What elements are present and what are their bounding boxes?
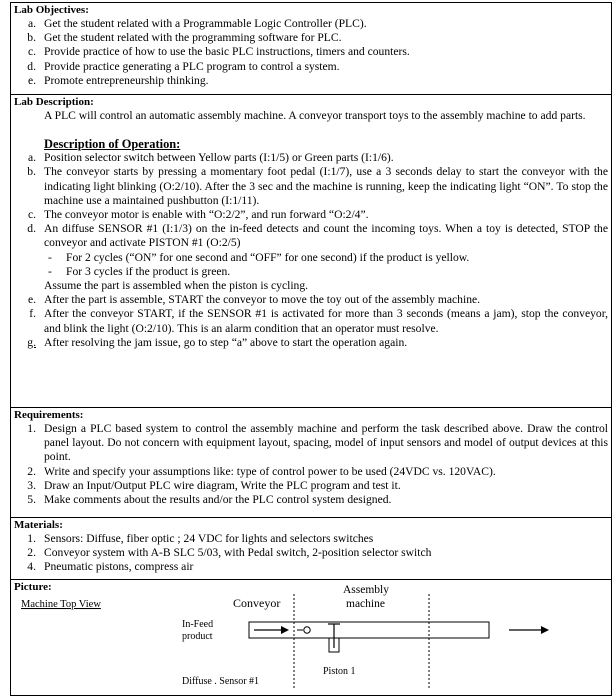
item-marker: b. <box>27 31 36 45</box>
sub-item <box>44 251 608 265</box>
operation-list <box>14 151 608 350</box>
machine-top-view-label: Machine Top View <box>21 599 101 610</box>
objective-item <box>14 31 608 45</box>
item-marker: a. <box>27 151 36 165</box>
lab-document <box>10 2 612 696</box>
operation-item <box>14 307 608 335</box>
item-text: After resolving the jam issue, go to step “a” above to start the operation again. <box>44 335 408 349</box>
operation-note-row <box>14 279 608 293</box>
operation-note: Assume the part is assembled when the piston is cycling. <box>44 279 309 293</box>
infeed-label-line1: In-Feed <box>182 619 214 630</box>
item-text: The conveyor motor is enable with “O:2/2”, and run forward “O:2/4”. <box>44 208 369 222</box>
item-text: Make comments about the results and/or the PLC control system designed. <box>44 493 392 507</box>
item-marker: a. <box>27 17 36 30</box>
item-marker: g. <box>27 335 36 349</box>
item-marker: 1. <box>27 532 36 545</box>
item-text: Sensors: Diffuse, fiber optic ; 24 VDC for lights and selectors switches <box>44 532 374 545</box>
objectives-section <box>11 3 611 95</box>
item-marker: c. <box>27 45 36 59</box>
description-text: A PLC will control an automatic assembly machine. A conveyor transport toys to the assembly machine to add parts. <box>44 109 586 122</box>
objective-item <box>14 45 608 59</box>
operation-item <box>14 151 608 165</box>
machine-top-view-diagram <box>11 580 607 692</box>
operation-item <box>14 222 608 279</box>
sub-item <box>44 265 608 279</box>
item-marker: 4. <box>27 560 36 574</box>
requirement-item <box>14 479 608 493</box>
requirement-item <box>14 422 608 465</box>
description-title: Lab Description: <box>14 96 94 108</box>
item-text: Promote entrepreneurship thinking. <box>44 73 209 87</box>
item-marker: e. <box>27 293 36 307</box>
item-marker: b. <box>27 165 36 179</box>
item-marker: 2. <box>27 464 36 478</box>
item-text: Pneumatic pistons, compress air <box>44 560 194 574</box>
objective-item <box>14 17 608 31</box>
item-text: Design a PLC based system to control the assembly machine and perform the task described above. Draw the control panel layout. Do not concern with equipment layout, spacing, model of input sensors and model of output devices at this point. <box>44 422 608 464</box>
item-marker: d. <box>27 59 36 73</box>
requirement-item <box>14 465 608 479</box>
item-text: Write and specify your assumptions like: type of control power to be used (24VDC vs. 120VAC). <box>44 464 496 478</box>
objective-item <box>14 74 608 88</box>
material-item <box>14 560 608 574</box>
item-text: Draw an Input/Output PLC wire diagram, Write the PLC program and test it. <box>44 478 401 492</box>
requirements-section <box>11 408 611 518</box>
operation-title: Description of Operation: <box>44 137 181 152</box>
description-section <box>11 95 611 408</box>
item-text: Position selector switch between Yellow parts (I:1/5) or Green parts (I:1/6). <box>44 151 394 165</box>
piston-label: Piston 1 <box>323 666 356 677</box>
material-item <box>14 546 608 560</box>
sub-dash: - <box>48 264 52 278</box>
operation-item <box>14 165 608 208</box>
item-text: After the part is assemble, START the conveyor to move the toy out of the assembly machine. <box>44 293 481 307</box>
material-item <box>14 532 608 546</box>
operation-item <box>14 293 608 307</box>
materials-title: Materials: <box>14 519 63 531</box>
sub-text: For 2 cycles (“ON” for one second and “OFF” for one second) if the product is yellow. <box>66 250 470 264</box>
operation-item <box>14 336 608 350</box>
objective-item <box>14 60 608 74</box>
sub-text: For 3 cycles if the product is green. <box>66 264 231 278</box>
sub-dash: - <box>48 250 52 264</box>
item-marker: 2. <box>27 546 36 560</box>
item-marker: d. <box>27 222 36 236</box>
item-text: Get the student related with the programming software for PLC. <box>44 31 342 45</box>
item-text: Provide practice generating a PLC program to control a system. <box>44 59 340 73</box>
operation-item <box>14 208 608 222</box>
item-marker: 3. <box>27 478 36 492</box>
item-text: Get the student related with a Programmable Logic Controller (PLC). <box>44 17 367 30</box>
infeed-arrowhead <box>281 626 289 634</box>
sensor-label: Diffuse . Sensor #1 <box>182 676 260 687</box>
item-text: Provide practice of how to use the basic PLC instructions, timers and counters. <box>44 45 410 59</box>
item-text: The conveyor starts by pressing a momentary foot pedal (I:1/7), use a 3 seconds delay to start the conveyor with the indicating light blinking (O:2/10). After the 3 sec and the machine is running, keep the indicating light “ON”. To stop the machine use a maintained pushbutton (I:1/11). <box>44 165 608 207</box>
item-marker: c. <box>27 208 36 222</box>
requirement-item <box>14 493 608 507</box>
objectives-list <box>14 17 608 88</box>
item-body <box>44 222 608 279</box>
item-marker: e. <box>27 73 36 87</box>
infeed-label-line2: product <box>182 631 213 642</box>
objectives-title: Lab Objectives: <box>14 4 89 16</box>
item-text: Conveyor system with A-B SLC 5/03, with Pedal switch, 2-position selector switch <box>44 546 432 560</box>
materials-section <box>11 518 611 580</box>
assembly-label-line1: Assembly <box>343 584 389 596</box>
assembly-label-line2: machine <box>346 598 385 610</box>
picture-section <box>11 580 611 695</box>
requirements-title: Requirements: <box>14 409 84 421</box>
item-marker: 5. <box>27 493 36 507</box>
item-marker: f. <box>29 307 36 321</box>
item-marker: 1. <box>27 422 36 435</box>
picture-title: Picture: <box>14 581 52 593</box>
item-text: After the conveyor START, if the SENSOR #1 is activated for more than 3 seconds (means a jam), stop the conveyor, and blink the light (O:2/10). This is an alarm condition that an operator must resolve. <box>44 307 608 335</box>
item-text: An diffuse SENSOR #1 (I:1/3) on the in-feed detects and count the incoming toys. When a toy is detected, STOP the conveyor and activate PISTON #1 (O:2/5) <box>44 222 608 250</box>
conveyor-label: Conveyor <box>233 596 281 610</box>
diffuse-sensor-icon <box>304 627 310 633</box>
outfeed-arrowhead <box>541 626 549 634</box>
